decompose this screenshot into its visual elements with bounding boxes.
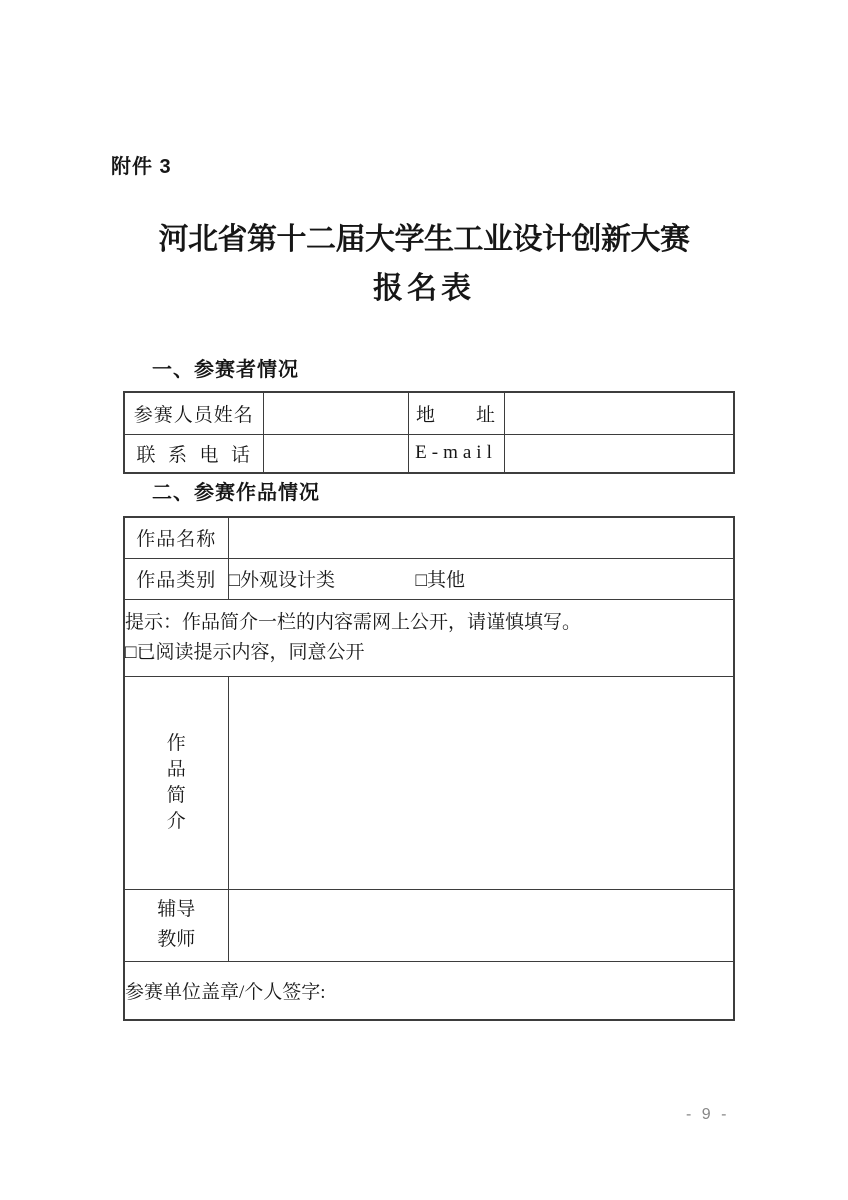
participant-name-label: 参赛人员姓名 bbox=[124, 392, 263, 434]
attachment-label: 附件 3 bbox=[111, 156, 172, 178]
notice-agree-line bbox=[125, 638, 733, 668]
table-row bbox=[124, 558, 734, 599]
notice-agree-text: 已阅读提示内容，同意公开 bbox=[136, 641, 365, 663]
form-subtitle: 报名表 bbox=[373, 272, 475, 305]
phone-label: 联 系 电 话 bbox=[124, 434, 263, 473]
table-row bbox=[124, 961, 734, 1020]
table-row bbox=[124, 676, 734, 889]
form-title: 河北省第十二届大学生工业设计创新大赛 bbox=[158, 223, 690, 256]
category-option-label: 外观设计类 bbox=[239, 570, 335, 591]
table-row bbox=[124, 889, 734, 961]
category-option-appearance bbox=[229, 565, 416, 592]
work-category-label: 作品类别 bbox=[124, 558, 228, 599]
category-option-label: 其他 bbox=[426, 570, 465, 591]
section-heading-work: 二、参赛作品情况 bbox=[152, 482, 320, 504]
work-table bbox=[123, 516, 735, 1021]
table-row bbox=[124, 434, 734, 473]
checkbox-icon: □ bbox=[415, 570, 427, 591]
checkbox-icon: □ bbox=[125, 641, 137, 663]
phone-field bbox=[263, 434, 408, 473]
address-field bbox=[504, 392, 734, 434]
participants-table bbox=[123, 391, 735, 474]
work-category-options bbox=[228, 558, 734, 599]
email-label: E-mail bbox=[408, 434, 504, 473]
work-intro-field bbox=[228, 676, 734, 889]
table-row bbox=[124, 392, 734, 434]
section-heading-participants: 一、参赛者情况 bbox=[152, 359, 299, 381]
participant-name-field bbox=[263, 392, 408, 434]
work-name-field bbox=[228, 517, 734, 558]
work-name-label: 作品名称 bbox=[124, 517, 228, 558]
teacher-field bbox=[228, 889, 734, 961]
notice-text: 提示：作品简介一栏的内容需网上公开，请谨慎填写。 bbox=[125, 611, 582, 633]
notice-cell bbox=[124, 599, 734, 676]
email-field bbox=[504, 434, 734, 473]
table-row bbox=[124, 517, 734, 558]
work-intro-label: 作 品 简 介 bbox=[124, 676, 228, 889]
checkbox-icon: □ bbox=[228, 570, 240, 591]
address-label: 地 址 bbox=[408, 392, 504, 434]
category-option-other bbox=[416, 570, 466, 591]
teacher-label: 辅导 教师 bbox=[124, 889, 228, 961]
signature-label: 参赛单位盖章/个人签字: bbox=[124, 961, 734, 1020]
page-number: - 9 - bbox=[686, 1106, 730, 1123]
table-row bbox=[124, 599, 734, 676]
